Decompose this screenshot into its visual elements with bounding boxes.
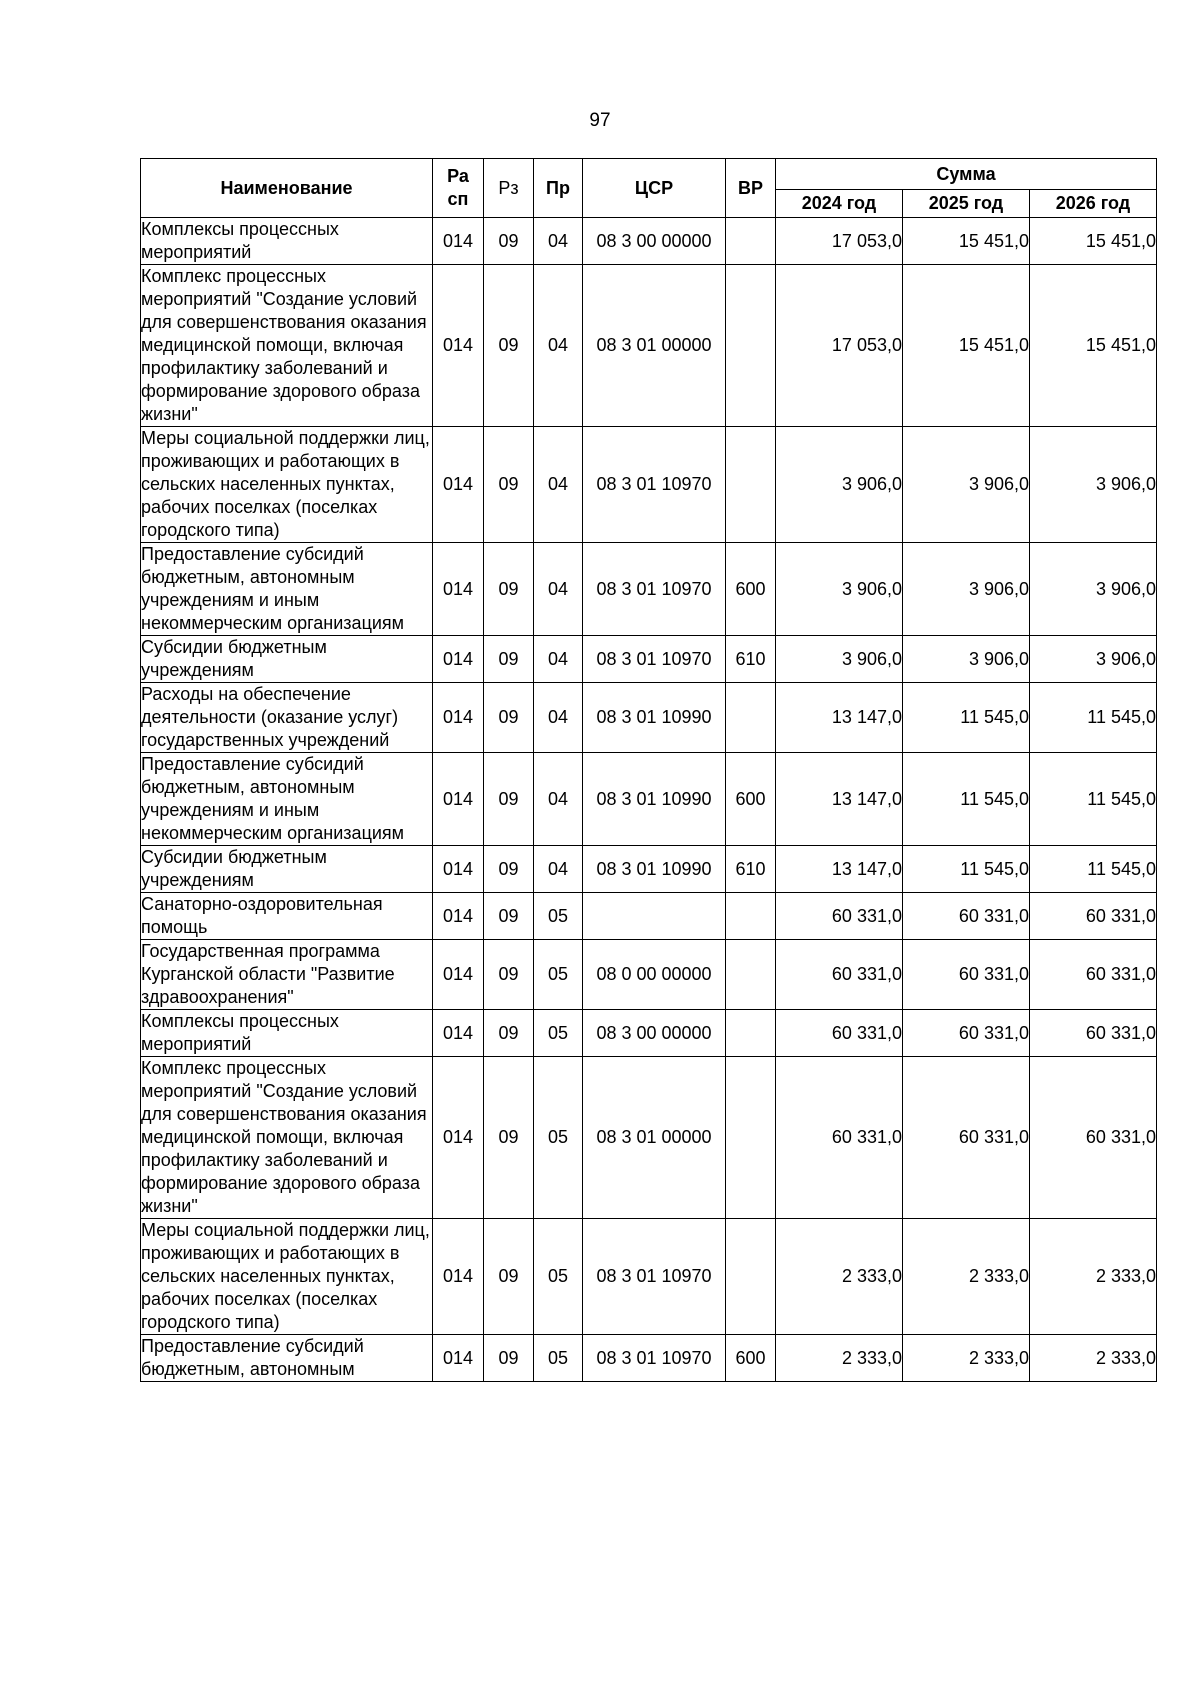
- cell-rz: 09: [484, 1010, 534, 1057]
- cell-sum-2026: 3 906,0: [1030, 543, 1157, 636]
- cell-csr: 08 3 01 10990: [583, 683, 726, 753]
- cell-rz: 09: [484, 1219, 534, 1335]
- cell-sum-2025: 3 906,0: [903, 543, 1030, 636]
- cell-sum-2024: 60 331,0: [776, 1010, 903, 1057]
- table-row: [141, 636, 1157, 683]
- cell-pr: 04: [534, 218, 583, 265]
- cell-vr: 600: [726, 753, 776, 846]
- cell-name: Субсидии бюджетным учреждениям: [141, 846, 433, 893]
- header-csr: ЦСР: [583, 159, 726, 218]
- cell-csr: 08 3 01 00000: [583, 265, 726, 427]
- cell-csr: 08 3 01 10970: [583, 427, 726, 543]
- cell-pr: 04: [534, 846, 583, 893]
- table-row: [141, 683, 1157, 753]
- cell-sum-2025: 60 331,0: [903, 893, 1030, 940]
- cell-vr: [726, 1219, 776, 1335]
- cell-name: Государственная программа Курганской области "Развитие здравоохранения": [141, 940, 433, 1010]
- cell-sum-2025: 3 906,0: [903, 636, 1030, 683]
- header-rasp-line2: сп: [447, 189, 469, 209]
- cell-sum-2026: 15 451,0: [1030, 218, 1157, 265]
- table-row: [141, 893, 1157, 940]
- cell-rz: 09: [484, 265, 534, 427]
- cell-name: Санаторно-оздоровительная помощь: [141, 893, 433, 940]
- cell-name: Предоставление субсидий бюджетным, автономным: [141, 1335, 433, 1382]
- cell-sum-2026: 11 545,0: [1030, 683, 1157, 753]
- cell-sum-2025: 2 333,0: [903, 1335, 1030, 1382]
- cell-vr: [726, 893, 776, 940]
- cell-sum-2026: 3 906,0: [1030, 636, 1157, 683]
- header-vr: ВР: [726, 159, 776, 218]
- cell-rz: 09: [484, 1057, 534, 1219]
- cell-name: Предоставление субсидий бюджетным, автономным учреждениям и иным некоммерческим организациям: [141, 753, 433, 846]
- cell-sum-2024: 17 053,0: [776, 218, 903, 265]
- cell-vr: [726, 1057, 776, 1219]
- cell-rasp: 014: [433, 636, 484, 683]
- header-year-2025: 2025 год: [903, 190, 1030, 218]
- cell-rasp: 014: [433, 1335, 484, 1382]
- table-row: [141, 1057, 1157, 1219]
- cell-sum-2025: 15 451,0: [903, 218, 1030, 265]
- cell-rasp: 014: [433, 893, 484, 940]
- cell-pr: 04: [534, 683, 583, 753]
- cell-sum-2024: 2 333,0: [776, 1219, 903, 1335]
- cell-rz: 09: [484, 683, 534, 753]
- cell-sum-2025: 11 545,0: [903, 846, 1030, 893]
- header-rasp: [433, 159, 484, 218]
- cell-name: Комплекс процессных мероприятий "Создание условий для совершенствования оказания медицинской помощи, включая профилактику заболеваний и формирование здорового образа жизни": [141, 1057, 433, 1219]
- cell-pr: 04: [534, 543, 583, 636]
- cell-pr: 04: [534, 427, 583, 543]
- cell-pr: 05: [534, 893, 583, 940]
- cell-name: Субсидии бюджетным учреждениям: [141, 636, 433, 683]
- cell-vr: [726, 940, 776, 1010]
- table-row: [141, 1335, 1157, 1382]
- cell-sum-2024: 17 053,0: [776, 265, 903, 427]
- cell-pr: 05: [534, 940, 583, 1010]
- cell-vr: 600: [726, 1335, 776, 1382]
- cell-rz: 09: [484, 636, 534, 683]
- cell-sum-2024: 60 331,0: [776, 940, 903, 1010]
- cell-rasp: 014: [433, 846, 484, 893]
- cell-sum-2026: 2 333,0: [1030, 1219, 1157, 1335]
- cell-sum-2025: 11 545,0: [903, 683, 1030, 753]
- header-sum: Сумма: [776, 159, 1157, 190]
- cell-sum-2026: 2 333,0: [1030, 1335, 1157, 1382]
- cell-sum-2024: 13 147,0: [776, 753, 903, 846]
- cell-pr: 05: [534, 1335, 583, 1382]
- table-row: [141, 846, 1157, 893]
- cell-vr: [726, 218, 776, 265]
- table-header: [141, 159, 1157, 218]
- cell-csr: 08 0 00 00000: [583, 940, 726, 1010]
- cell-csr: 08 3 01 10970: [583, 1335, 726, 1382]
- table-row: [141, 940, 1157, 1010]
- cell-sum-2024: 60 331,0: [776, 1057, 903, 1219]
- cell-sum-2024: 3 906,0: [776, 427, 903, 543]
- cell-vr: [726, 265, 776, 427]
- cell-sum-2026: 15 451,0: [1030, 265, 1157, 427]
- cell-pr: 04: [534, 636, 583, 683]
- cell-sum-2026: 3 906,0: [1030, 427, 1157, 543]
- cell-rasp: 014: [433, 683, 484, 753]
- cell-sum-2024: 3 906,0: [776, 543, 903, 636]
- cell-csr: 08 3 01 10970: [583, 543, 726, 636]
- cell-pr: 04: [534, 753, 583, 846]
- cell-rz: 09: [484, 940, 534, 1010]
- table-row: [141, 427, 1157, 543]
- cell-rasp: 014: [433, 265, 484, 427]
- cell-name: Комплексы процессных мероприятий: [141, 1010, 433, 1057]
- cell-sum-2024: 13 147,0: [776, 846, 903, 893]
- header-year-2024: 2024 год: [776, 190, 903, 218]
- cell-csr: 08 3 00 00000: [583, 1010, 726, 1057]
- cell-sum-2026: 60 331,0: [1030, 1010, 1157, 1057]
- cell-rasp: 014: [433, 427, 484, 543]
- cell-rasp: 014: [433, 1010, 484, 1057]
- table-row: [141, 1219, 1157, 1335]
- header-year-2026: 2026 год: [1030, 190, 1157, 218]
- cell-vr: 610: [726, 636, 776, 683]
- cell-sum-2025: 60 331,0: [903, 1057, 1030, 1219]
- cell-csr: 08 3 01 10990: [583, 753, 726, 846]
- cell-csr: 08 3 01 10990: [583, 846, 726, 893]
- cell-sum-2025: 60 331,0: [903, 940, 1030, 1010]
- cell-sum-2024: 2 333,0: [776, 1335, 903, 1382]
- table-body: [141, 218, 1157, 1382]
- cell-name: Расходы на обеспечение деятельности (оказание услуг) государственных учреждений: [141, 683, 433, 753]
- cell-csr: 08 3 01 10970: [583, 1219, 726, 1335]
- budget-table: [140, 158, 1157, 1382]
- header-pr: Пр: [534, 159, 583, 218]
- cell-rz: 09: [484, 543, 534, 636]
- cell-sum-2024: 13 147,0: [776, 683, 903, 753]
- cell-csr: 08 3 01 10970: [583, 636, 726, 683]
- cell-sum-2025: 15 451,0: [903, 265, 1030, 427]
- cell-vr: [726, 683, 776, 753]
- cell-sum-2026: 11 545,0: [1030, 753, 1157, 846]
- cell-csr: 08 3 00 00000: [583, 218, 726, 265]
- cell-sum-2026: 60 331,0: [1030, 940, 1157, 1010]
- cell-sum-2025: 2 333,0: [903, 1219, 1030, 1335]
- cell-sum-2026: 11 545,0: [1030, 846, 1157, 893]
- table-row: [141, 1010, 1157, 1057]
- cell-vr: 600: [726, 543, 776, 636]
- table-row: [141, 265, 1157, 427]
- cell-rz: 09: [484, 218, 534, 265]
- cell-csr: [583, 893, 726, 940]
- cell-sum-2024: 3 906,0: [776, 636, 903, 683]
- header-rz: Рз: [484, 159, 534, 218]
- cell-vr: [726, 427, 776, 543]
- table-row: [141, 543, 1157, 636]
- cell-rasp: 014: [433, 753, 484, 846]
- header-rasp-line1: Ра: [447, 166, 469, 186]
- table-row: [141, 753, 1157, 846]
- cell-vr: [726, 1010, 776, 1057]
- cell-sum-2025: 11 545,0: [903, 753, 1030, 846]
- cell-name: Комплекс процессных мероприятий "Создание условий для совершенствования оказания медицинской помощи, включая профилактику заболеваний и формирование здорового образа жизни": [141, 265, 433, 427]
- cell-vr: 610: [726, 846, 776, 893]
- cell-rasp: 014: [433, 1219, 484, 1335]
- cell-pr: 05: [534, 1010, 583, 1057]
- cell-rz: 09: [484, 893, 534, 940]
- cell-pr: 05: [534, 1057, 583, 1219]
- cell-sum-2025: 60 331,0: [903, 1010, 1030, 1057]
- cell-rasp: 014: [433, 1057, 484, 1219]
- cell-sum-2026: 60 331,0: [1030, 893, 1157, 940]
- cell-rz: 09: [484, 846, 534, 893]
- cell-pr: 05: [534, 1219, 583, 1335]
- header-name: Наименование: [141, 159, 433, 218]
- cell-csr: 08 3 01 00000: [583, 1057, 726, 1219]
- cell-name: Предоставление субсидий бюджетным, автономным учреждениям и иным некоммерческим организациям: [141, 543, 433, 636]
- cell-rz: 09: [484, 427, 534, 543]
- cell-sum-2025: 3 906,0: [903, 427, 1030, 543]
- table-row: [141, 218, 1157, 265]
- cell-name: Комплексы процессных мероприятий: [141, 218, 433, 265]
- cell-rz: 09: [484, 1335, 534, 1382]
- cell-rasp: 014: [433, 940, 484, 1010]
- cell-rasp: 014: [433, 218, 484, 265]
- cell-rasp: 014: [433, 543, 484, 636]
- cell-sum-2024: 60 331,0: [776, 893, 903, 940]
- page-number: 97: [589, 110, 611, 131]
- cell-pr: 04: [534, 265, 583, 427]
- cell-name: Меры социальной поддержки лиц, проживающих и работающих в сельских населенных пунктах, рабочих поселках (поселках городского типа): [141, 1219, 433, 1335]
- cell-rz: 09: [484, 753, 534, 846]
- cell-sum-2026: 60 331,0: [1030, 1057, 1157, 1219]
- cell-name: Меры социальной поддержки лиц, проживающих и работающих в сельских населенных пунктах, рабочих поселках (поселках городского типа): [141, 427, 433, 543]
